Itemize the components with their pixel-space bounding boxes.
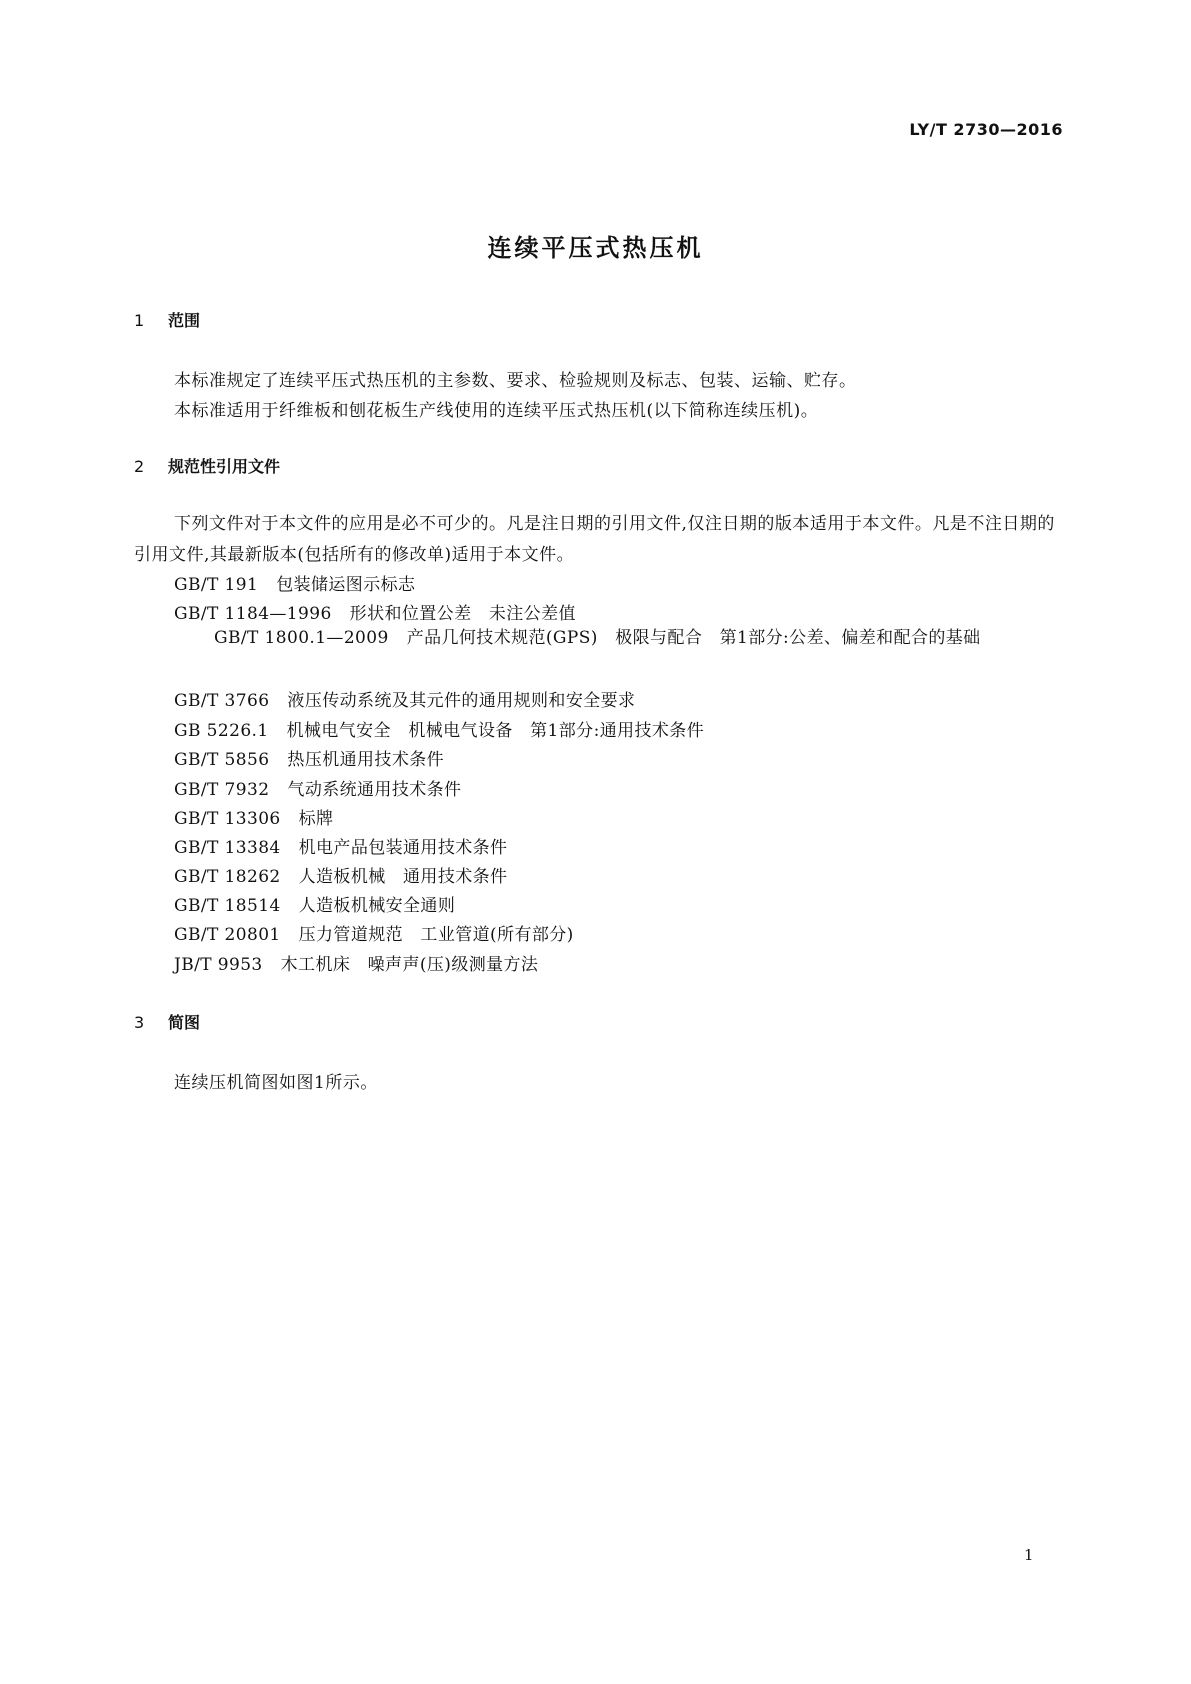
reference-item bbox=[174, 920, 574, 945]
reference-code: GB/T 1800.1—2009 bbox=[214, 628, 389, 648]
reference-item bbox=[174, 833, 507, 858]
reference-title: 形状和位置公差 未注公差值 bbox=[349, 604, 576, 624]
reference-code: GB/T 191 bbox=[174, 575, 259, 595]
reference-item bbox=[174, 891, 455, 916]
reference-title: 机械电气安全 机械电气设备 第1部分:通用技术条件 bbox=[286, 721, 705, 741]
section-number: 2 bbox=[134, 457, 145, 476]
reference-code: GB/T 18514 bbox=[174, 896, 281, 916]
section-heading-scope bbox=[134, 308, 200, 331]
reference-title: 机电产品包装通用技术条件 bbox=[298, 838, 508, 858]
reference-item bbox=[134, 623, 1056, 654]
reference-title: 产品几何技术规范(GPS) 极限与配合 第1部分:公差、偏差和配合的基础 bbox=[406, 628, 981, 648]
reference-title: 标牌 bbox=[298, 809, 334, 829]
section-number: 1 bbox=[134, 311, 145, 330]
section-title: 简图 bbox=[168, 1013, 201, 1032]
document-title: 连续平压式热压机 bbox=[487, 234, 704, 262]
reference-item bbox=[174, 716, 704, 741]
reference-title: 热压机通用技术条件 bbox=[287, 750, 445, 770]
reference-code: GB 5226.1 bbox=[174, 721, 269, 741]
section-heading-normative-references bbox=[134, 454, 280, 477]
section-heading-diagram bbox=[134, 1010, 200, 1033]
reference-title: 人造板机械安全通则 bbox=[298, 896, 456, 916]
reference-code: JB/T 9953 bbox=[174, 955, 263, 975]
reference-title: 人造板机械 通用技术条件 bbox=[298, 867, 508, 887]
reference-item bbox=[174, 950, 538, 975]
reference-item bbox=[174, 570, 415, 595]
reference-item bbox=[174, 862, 507, 887]
reference-code: GB/T 13384 bbox=[174, 838, 281, 858]
diagram-paragraph: 连续压机简图如图1所示。 bbox=[174, 1073, 378, 1093]
reference-title: 木工机床 噪声声(压)级测量方法 bbox=[280, 955, 539, 975]
scope-paragraph: 本标准规定了连续平压式热压机的主参数、要求、检验规则及标志、包装、运输、贮存。 bbox=[174, 371, 857, 391]
reference-code: GB/T 3766 bbox=[174, 691, 270, 711]
reference-item bbox=[174, 599, 576, 624]
reference-code: GB/T 7932 bbox=[174, 780, 270, 800]
page-number: 1 bbox=[1024, 1546, 1034, 1564]
reference-item bbox=[174, 775, 461, 800]
section-title: 范围 bbox=[168, 311, 201, 330]
reference-title: 包装储运图示标志 bbox=[276, 575, 416, 595]
reference-title: 液压传动系统及其元件的通用规则和安全要求 bbox=[287, 691, 636, 711]
reference-item bbox=[174, 686, 635, 711]
reference-code: GB/T 5856 bbox=[174, 750, 270, 770]
reference-item bbox=[174, 804, 333, 829]
reference-code: GB/T 13306 bbox=[174, 809, 281, 829]
section-title: 规范性引用文件 bbox=[168, 457, 281, 476]
reference-code: GB/T 1184—1996 bbox=[174, 604, 332, 624]
references-intro: 下列文件对于本文件的应用是必不可少的。凡是注日期的引用文件,仅注日期的版本适用于本文件。凡是不注日期的引用文件,其最新版本(包括所有的修改单)适用于本文件。 bbox=[134, 514, 1055, 565]
section-number: 3 bbox=[134, 1013, 145, 1032]
standard-code: LY/T 2730—2016 bbox=[909, 120, 1063, 139]
reference-title: 压力管道规范 工业管道(所有部分) bbox=[298, 925, 574, 945]
reference-code: GB/T 20801 bbox=[174, 925, 281, 945]
reference-title: 气动系统通用技术条件 bbox=[287, 780, 462, 800]
reference-code: GB/T 18262 bbox=[174, 867, 281, 887]
scope-paragraph: 本标准适用于纤维板和刨花板生产线使用的连续平压式热压机(以下简称连续压机)。 bbox=[174, 401, 819, 421]
reference-item bbox=[174, 745, 444, 770]
